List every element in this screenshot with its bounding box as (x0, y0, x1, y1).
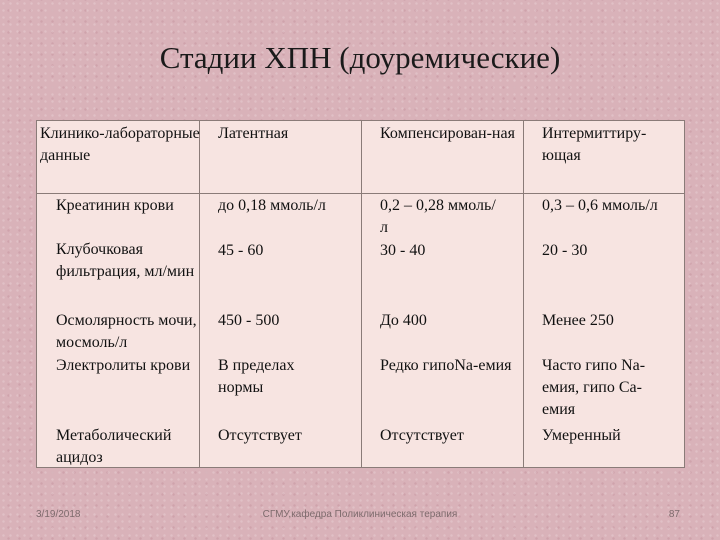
table-border-right (684, 120, 685, 468)
cell-creatinine-compensated: 0,2 – 0,28 ммоль/л (380, 197, 496, 236)
cell-osmolarity-latent: 450 - 500 (218, 312, 280, 329)
table-border-left (36, 120, 37, 468)
cell-gfr-latent: 45 - 60 (218, 242, 264, 259)
header-cell-intermittent: Интермиттиру-ющая (542, 125, 647, 164)
cell-gfr-intermittent: 20 - 30 (542, 242, 588, 259)
row-label-creatinine: Креатинин крови (56, 197, 174, 214)
cell-gfr-compensated: 30 - 40 (380, 242, 426, 259)
row-label-gfr: Клубочковая фильтрация, мл/мин (56, 241, 195, 280)
footer-page-number: 87 (668, 509, 680, 520)
header-divider (36, 193, 685, 194)
row-label-acidosis: Метаболический ацидоз (56, 427, 172, 466)
table-border-top (36, 120, 685, 121)
cell-acidosis-intermittent: Умеренный (542, 427, 621, 444)
cell-electrolytes-intermittent: Часто гипо Na-емия, гипо Ca-емия (542, 357, 646, 418)
cell-electrolytes-compensated: Редко гипоNa-емия (380, 357, 512, 374)
header-cell-latent: Латентная (218, 125, 289, 142)
cell-acidosis-compensated: Отсутствует (380, 427, 464, 444)
stages-table (36, 120, 685, 468)
row-label-osmolarity: Осмолярность мочи, мосмоль/л (56, 312, 197, 351)
cell-creatinine-intermittent: 0,3 – 0,6 ммоль/л (542, 197, 658, 214)
header-cell-parameters: Клинико-лабораторные данные (40, 125, 200, 164)
column-divider (523, 120, 524, 468)
column-divider (199, 120, 200, 468)
column-divider (361, 120, 362, 468)
cell-electrolytes-latent: В пределах нормы (218, 357, 295, 396)
cell-acidosis-latent: Отсутствует (218, 427, 302, 444)
footer-date: 3/19/2018 (36, 509, 81, 520)
cell-osmolarity-intermittent: Менее 250 (542, 312, 614, 329)
slide-title: Стадии ХПН (доуремические) (159, 40, 561, 75)
footer-source: СГМУ,кафедра Поликлиническая терапия (262, 509, 458, 520)
row-label-electrolytes: Электролиты крови (56, 357, 191, 374)
header-cell-compensated: Компенсирован-ная (380, 125, 515, 142)
cell-osmolarity-compensated: До 400 (380, 312, 427, 329)
cell-creatinine-latent: до 0,18 ммоль/л (218, 197, 326, 214)
